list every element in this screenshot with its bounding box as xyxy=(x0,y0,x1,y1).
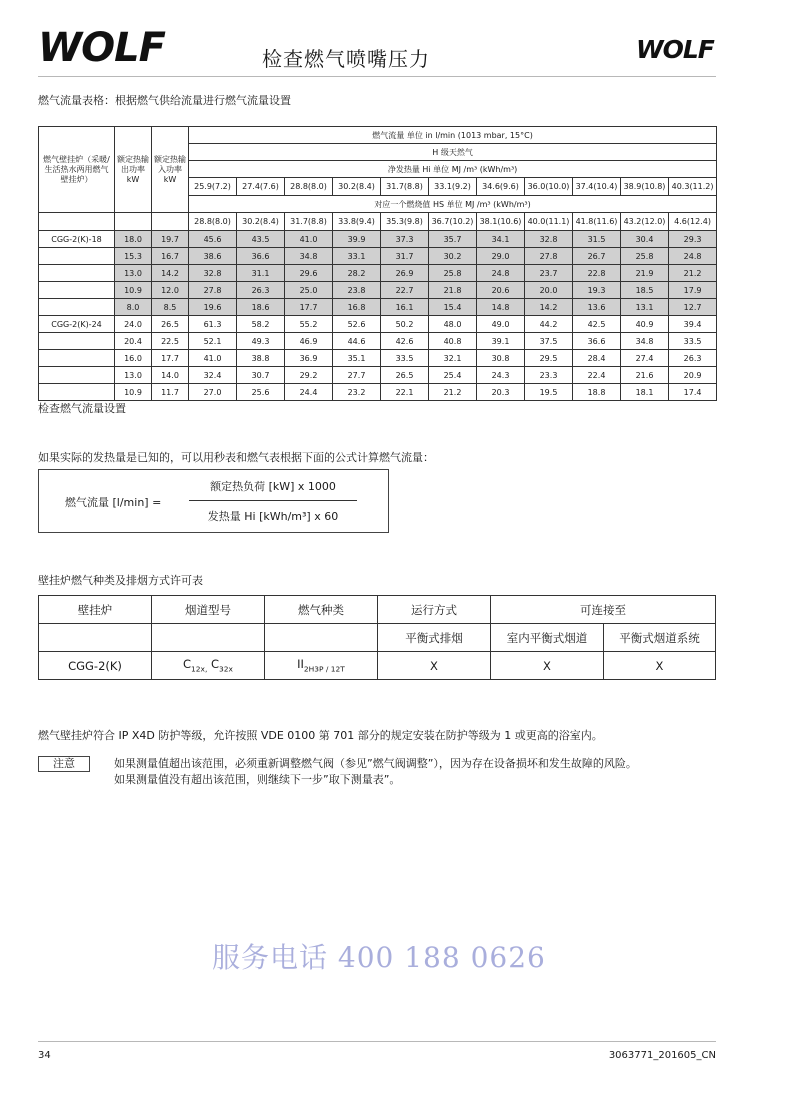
permit-sub-balanced: 平衡式排烟 xyxy=(378,624,491,652)
flow-value-cell: 33.5 xyxy=(669,333,717,350)
flow-value-cell: 28.2 xyxy=(333,265,381,282)
permit-header-flue: 烟道型号 xyxy=(152,596,265,624)
formula-numerator: 额定热负荷 [kW] x 1000 xyxy=(210,480,336,493)
hi-value-cell: 30.2(8.4) xyxy=(333,178,381,196)
row-input: 14.0 xyxy=(152,367,189,384)
row-input: 8.5 xyxy=(152,299,189,316)
formula-lhs: 燃气流量 [l/min] = xyxy=(65,496,162,509)
permit-flue-type: $C_{12x,}$ $C_{32x}$ xyxy=(152,652,265,680)
flow-value-cell: 50.2 xyxy=(381,316,429,333)
row-output: 13.0 xyxy=(115,265,152,282)
flow-value-cell: 17.9 xyxy=(669,282,717,299)
flow-value-cell: 13.1 xyxy=(621,299,669,316)
flow-value-cell: 37.5 xyxy=(525,333,573,350)
flow-value-cell: 38.6 xyxy=(189,248,237,265)
permit-mark: X xyxy=(491,652,604,680)
formula-box xyxy=(38,469,389,533)
hs-value-cell: 31.7(8.8) xyxy=(285,213,333,231)
flow-value-cell: 20.3 xyxy=(477,384,525,401)
hi-value-cell: 38.9(10.8) xyxy=(621,178,669,196)
flow-value-cell: 14.8 xyxy=(477,299,525,316)
permit-header-gas: 燃气种类 xyxy=(265,596,378,624)
permit-mark: X xyxy=(604,652,716,680)
flow-value-cell: 30.7 xyxy=(237,367,285,384)
flow-value-cell: 15.4 xyxy=(429,299,477,316)
flow-value-cell: 32.1 xyxy=(429,350,477,367)
permit-header-mode: 运行方式 xyxy=(378,596,491,624)
flow-value-cell: 24.8 xyxy=(669,248,717,265)
hs-value-cell: 40.0(11.1) xyxy=(525,213,573,231)
hs-value-cell: 43.2(12.0) xyxy=(621,213,669,231)
row-output: 10.9 xyxy=(115,282,152,299)
flow-value-cell: 18.6 xyxy=(237,299,285,316)
header-rated-input: 额定热输入功率 kW xyxy=(152,127,189,213)
flow-value-cell: 34.1 xyxy=(477,231,525,248)
header-hi: 净发热量 Hi 单位 MJ /m³ (kWh/m³) xyxy=(189,161,717,178)
flow-value-cell: 22.8 xyxy=(573,265,621,282)
note-line-2: 如果测量值没有超出该范围，则继续下一步”取下测量表”。 xyxy=(114,773,401,786)
hs-value-cell: 33.8(9.4) xyxy=(333,213,381,231)
flow-value-cell: 19.3 xyxy=(573,282,621,299)
flow-value-cell: 31.7 xyxy=(381,248,429,265)
row-model xyxy=(39,282,115,299)
page-number: 34 xyxy=(38,1050,51,1061)
flow-value-cell: 20.0 xyxy=(525,282,573,299)
permit-gas-category: $II_{2H3P / 12T}$ xyxy=(265,652,378,680)
flow-value-cell: 33.1 xyxy=(333,248,381,265)
wolf-logo-small: WOLF xyxy=(636,35,714,64)
flow-value-cell: 17.4 xyxy=(669,384,717,401)
flow-value-cell: 39.9 xyxy=(333,231,381,248)
ip-rating-text: 燃气壁挂炉符合 IP X4D 防护等级，允许按照 VDE 0100 第 701 部分的规定安装在防护等级为 1 或更高的浴室内。 xyxy=(38,729,603,742)
flow-value-cell: 30.2 xyxy=(429,248,477,265)
flow-value-cell: 21.2 xyxy=(669,265,717,282)
flow-value-cell: 18.1 xyxy=(621,384,669,401)
flow-value-cell: 46.9 xyxy=(285,333,333,350)
row-output: 16.0 xyxy=(115,350,152,367)
header-divider xyxy=(38,76,716,77)
row-output: 20.4 xyxy=(115,333,152,350)
flow-value-cell: 40.8 xyxy=(429,333,477,350)
flow-value-cell: 35.7 xyxy=(429,231,477,248)
flow-value-cell: 21.8 xyxy=(429,282,477,299)
hi-value-cell: 31.7(8.8) xyxy=(381,178,429,196)
flow-value-cell: 21.2 xyxy=(429,384,477,401)
flow-value-cell: 31.1 xyxy=(237,265,285,282)
flow-value-cell: 13.6 xyxy=(573,299,621,316)
flow-value-cell: 26.3 xyxy=(237,282,285,299)
permit-header-connect: 可连接至 xyxy=(491,596,716,624)
flow-value-cell: 42.6 xyxy=(381,333,429,350)
flow-value-cell: 16.1 xyxy=(381,299,429,316)
flow-value-cell: 49.3 xyxy=(237,333,285,350)
hi-value-cell: 34.6(9.6) xyxy=(477,178,525,196)
hi-value-cell: 33.1(9.2) xyxy=(429,178,477,196)
flow-value-cell: 32.8 xyxy=(525,231,573,248)
table-row xyxy=(39,248,717,265)
flow-value-cell: 44.2 xyxy=(525,316,573,333)
flow-value-cell: 43.5 xyxy=(237,231,285,248)
permit-header-boiler: 壁挂炉 xyxy=(39,596,152,624)
hs-value-cell: 36.7(10.2) xyxy=(429,213,477,231)
flow-value-cell: 38.8 xyxy=(237,350,285,367)
fraction-bar xyxy=(189,500,357,501)
flow-value-cell: 39.1 xyxy=(477,333,525,350)
flow-value-cell: 22.7 xyxy=(381,282,429,299)
permit-table-title: 壁挂炉燃气种类及排烟方式许可表 xyxy=(38,574,203,587)
flow-value-cell: 27.8 xyxy=(525,248,573,265)
footer-divider xyxy=(38,1041,716,1042)
formula-denominator: 发热量 Hi [kWh/m³] x 60 xyxy=(207,510,339,523)
permit-table xyxy=(38,595,716,680)
doc-id: 3063771_201605_CN xyxy=(608,1050,716,1061)
table-row xyxy=(39,333,717,350)
gas-flow-table xyxy=(38,126,717,401)
flow-value-cell: 36.6 xyxy=(573,333,621,350)
flow-value-cell: 29.0 xyxy=(477,248,525,265)
flow-value-cell: 34.8 xyxy=(285,248,333,265)
flow-value-cell: 23.2 xyxy=(333,384,381,401)
flow-value-cell: 21.6 xyxy=(621,367,669,384)
table-row xyxy=(39,350,717,367)
flow-value-cell: 24.4 xyxy=(285,384,333,401)
flow-value-cell: 14.2 xyxy=(525,299,573,316)
flow-value-cell: 48.0 xyxy=(429,316,477,333)
row-input: 22.5 xyxy=(152,333,189,350)
flow-value-cell: 25.0 xyxy=(285,282,333,299)
hi-value-cell: 25.9(7.2) xyxy=(189,178,237,196)
table-row xyxy=(39,299,717,316)
hs-value-cell: 35.3(9.8) xyxy=(381,213,429,231)
row-input: 14.2 xyxy=(152,265,189,282)
flow-value-cell: 40.9 xyxy=(621,316,669,333)
note-tag: 注意 xyxy=(38,756,90,772)
hs-value-cell: 28.8(8.0) xyxy=(189,213,237,231)
row-model xyxy=(39,265,115,282)
hi-value-cell: 27.4(7.6) xyxy=(237,178,285,196)
flow-table-footer: 检查燃气流量设置 xyxy=(38,402,126,415)
row-input: 11.7 xyxy=(152,384,189,401)
flow-value-cell: 52.1 xyxy=(189,333,237,350)
flow-value-cell: 27.7 xyxy=(333,367,381,384)
flow-value-cell: 34.8 xyxy=(621,333,669,350)
header-rated-output: 额定热输出功率 kW xyxy=(115,127,152,213)
row-output: 8.0 xyxy=(115,299,152,316)
flow-table-caption: 燃气流量表格：根据燃气供给流量进行燃气流量设置 xyxy=(38,94,291,107)
permit-mark: X xyxy=(378,652,491,680)
flow-value-cell: 22.1 xyxy=(381,384,429,401)
flow-value-cell: 61.3 xyxy=(189,316,237,333)
flow-value-cell: 45.6 xyxy=(189,231,237,248)
row-model: CGG-2(K)-24 xyxy=(39,316,115,333)
row-input: 26.5 xyxy=(152,316,189,333)
flow-value-cell: 24.8 xyxy=(477,265,525,282)
permit-sub-system: 平衡式烟道系统 xyxy=(604,624,716,652)
hs-value-cell: 30.2(8.4) xyxy=(237,213,285,231)
flow-value-cell: 42.5 xyxy=(573,316,621,333)
hs-value-cell: 41.8(11.6) xyxy=(573,213,621,231)
header-flow-unit: 燃气流量 单位 in l/min (1013 mbar, 15°C) xyxy=(189,127,717,144)
row-output: 10.9 xyxy=(115,384,152,401)
flow-value-cell: 12.7 xyxy=(669,299,717,316)
table-row xyxy=(39,231,717,248)
hi-value-cell: 40.3(11.2) xyxy=(669,178,717,196)
table-row xyxy=(39,367,717,384)
header-boiler: 燃气壁挂炉（采暖/生活热水两用燃气壁挂炉） xyxy=(39,127,115,213)
flow-value-cell: 26.5 xyxy=(381,367,429,384)
page-title: 检查燃气喷嘴压力 xyxy=(262,47,430,71)
header-hs: 对应一个燃烧值 HS 单位 MJ /m³ (kWh/m³) xyxy=(189,196,717,213)
row-model xyxy=(39,333,115,350)
flow-value-cell: 41.0 xyxy=(189,350,237,367)
flow-value-cell: 28.4 xyxy=(573,350,621,367)
row-input: 12.0 xyxy=(152,282,189,299)
flow-value-cell: 23.8 xyxy=(333,282,381,299)
flow-value-cell: 29.5 xyxy=(525,350,573,367)
flow-value-cell: 19.6 xyxy=(189,299,237,316)
table-row xyxy=(39,265,717,282)
hi-value-cell: 37.4(10.4) xyxy=(573,178,621,196)
flow-value-cell: 39.4 xyxy=(669,316,717,333)
table-row xyxy=(39,384,717,401)
flow-value-cell: 32.4 xyxy=(189,367,237,384)
row-input: 17.7 xyxy=(152,350,189,367)
flow-value-cell: 16.8 xyxy=(333,299,381,316)
hs-value-cell: 38.1(10.6) xyxy=(477,213,525,231)
flow-value-cell: 25.4 xyxy=(429,367,477,384)
flow-value-cell: 55.2 xyxy=(285,316,333,333)
flow-value-cell: 27.4 xyxy=(621,350,669,367)
row-model xyxy=(39,248,115,265)
row-input: 19.7 xyxy=(152,231,189,248)
flow-value-cell: 32.8 xyxy=(189,265,237,282)
flow-value-cell: 31.5 xyxy=(573,231,621,248)
flow-value-cell: 23.7 xyxy=(525,265,573,282)
flow-value-cell: 29.6 xyxy=(285,265,333,282)
table-row xyxy=(39,316,717,333)
flow-value-cell: 36.9 xyxy=(285,350,333,367)
hs-value-cell: 4.6(12.4) xyxy=(669,213,717,231)
flow-value-cell: 41.0 xyxy=(285,231,333,248)
flow-value-cell: 58.2 xyxy=(237,316,285,333)
flow-value-cell: 25.8 xyxy=(429,265,477,282)
row-model xyxy=(39,367,115,384)
flow-value-cell: 49.0 xyxy=(477,316,525,333)
flow-value-cell: 22.4 xyxy=(573,367,621,384)
flow-value-cell: 21.9 xyxy=(621,265,669,282)
flow-value-cell: 29.2 xyxy=(285,367,333,384)
flow-value-cell: 27.0 xyxy=(189,384,237,401)
flow-value-cell: 19.5 xyxy=(525,384,573,401)
flow-value-cell: 26.3 xyxy=(669,350,717,367)
flow-value-cell: 29.3 xyxy=(669,231,717,248)
service-hotline: 服务电话 400 188 0626 xyxy=(212,941,546,974)
permit-sub-indoor: 室内平衡式烟道 xyxy=(491,624,604,652)
flow-value-cell: 44.6 xyxy=(333,333,381,350)
row-output: 13.0 xyxy=(115,367,152,384)
wolf-logo: WOLF xyxy=(38,25,165,71)
row-input: 16.7 xyxy=(152,248,189,265)
row-model xyxy=(39,350,115,367)
row-output: 24.0 xyxy=(115,316,152,333)
row-model xyxy=(39,384,115,401)
flow-value-cell: 18.5 xyxy=(621,282,669,299)
flow-value-cell: 35.1 xyxy=(333,350,381,367)
row-output: 15.3 xyxy=(115,248,152,265)
flow-value-cell: 26.9 xyxy=(381,265,429,282)
flow-value-cell: 17.7 xyxy=(285,299,333,316)
table-row xyxy=(39,282,717,299)
formula-intro: 如果实际的发热量是已知的，可以用秒表和燃气表根据下面的公式计算燃气流量： xyxy=(38,451,434,464)
header-gas-type: H 级天然气 xyxy=(189,144,717,161)
row-model: CGG-2(K)-18 xyxy=(39,231,115,248)
hi-value-cell: 28.8(8.0) xyxy=(285,178,333,196)
flow-value-cell: 37.3 xyxy=(381,231,429,248)
note-line-1: 如果测量值超出该范围，必须重新调整燃气阀（参见”燃气阀调整”），因为存在设备损坏和发生故障的风险。 xyxy=(114,757,637,770)
flow-value-cell: 30.4 xyxy=(621,231,669,248)
flow-value-cell: 26.7 xyxy=(573,248,621,265)
flow-value-cell: 52.6 xyxy=(333,316,381,333)
flow-value-cell: 33.5 xyxy=(381,350,429,367)
flow-value-cell: 36.6 xyxy=(237,248,285,265)
flow-value-cell: 25.8 xyxy=(621,248,669,265)
flow-value-cell: 27.8 xyxy=(189,282,237,299)
flow-value-cell: 18.8 xyxy=(573,384,621,401)
flow-value-cell: 23.3 xyxy=(525,367,573,384)
hi-value-cell: 36.0(10.0) xyxy=(525,178,573,196)
flow-value-cell: 20.9 xyxy=(669,367,717,384)
flow-value-cell: 24.3 xyxy=(477,367,525,384)
row-output: 18.0 xyxy=(115,231,152,248)
flow-value-cell: 25.6 xyxy=(237,384,285,401)
flow-value-cell: 30.8 xyxy=(477,350,525,367)
row-model xyxy=(39,299,115,316)
flow-value-cell: 20.6 xyxy=(477,282,525,299)
permit-boiler-model: CGG-2(K) xyxy=(39,652,152,680)
